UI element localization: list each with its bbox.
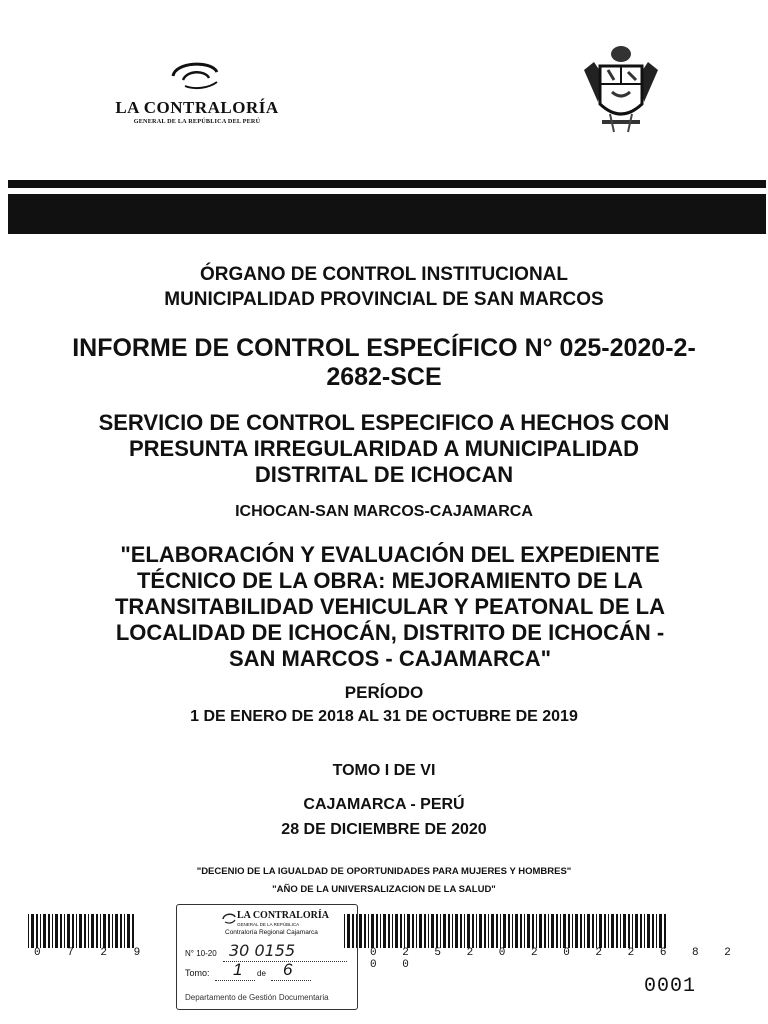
barcode-stripe xyxy=(496,914,498,948)
report-title xyxy=(40,334,728,392)
service-line-2: PRESUNTA IRREGULARIDAD A MUNICIPALIDAD xyxy=(128,436,640,461)
barcode-stripe xyxy=(364,914,366,948)
barcode-stripe xyxy=(635,914,638,948)
work-title xyxy=(90,542,690,672)
organization-line-1: ÓRGANO DE CONTROL INSTITUCIONAL xyxy=(199,264,569,285)
barcode-stripe xyxy=(359,914,362,948)
work-line-3: TRANSITABILIDAD VEHICULAR Y PEATONAL DE LA xyxy=(114,594,666,619)
barcode-stripe xyxy=(91,914,94,948)
barcode-stripe xyxy=(376,914,378,948)
report-title-line-1: INFORME DE CONTROL ESPECÍFICO N° 025-2020-2- xyxy=(72,334,696,362)
work-line-1: "ELABORACIÓN Y EVALUACIÓN DEL EXPEDIENTE xyxy=(120,542,660,567)
barcode-stripe xyxy=(392,914,393,948)
stamp-department: Departamento de Gestión Documentaria xyxy=(185,993,329,1002)
barcode-stripe xyxy=(120,914,122,948)
barcode-stripe xyxy=(112,914,113,948)
barcode-stripe xyxy=(115,914,118,948)
barcode-stripe xyxy=(64,914,65,948)
barcode-stripe xyxy=(371,914,374,948)
barcode-stripe xyxy=(472,914,474,948)
barcode-stripe xyxy=(500,914,501,948)
barcode-stripe xyxy=(55,914,58,948)
barcode-stripe xyxy=(647,914,650,948)
barcode-stripe xyxy=(524,914,525,948)
stamp-of-line xyxy=(271,980,311,981)
location-line: ICHOCAN-SAN MARCOS-CAJAMARCA xyxy=(235,503,533,520)
barcode-stripe xyxy=(536,914,537,948)
barcode-stripe xyxy=(587,914,590,948)
stamp-volume-line xyxy=(215,980,255,981)
barcode-stripe xyxy=(368,914,369,948)
barcode-stripe xyxy=(419,914,422,948)
barcode-stripe xyxy=(623,914,626,948)
barcode-stripe xyxy=(84,914,86,948)
stamp-number-value: 30 0155 xyxy=(229,941,296,960)
barcode-stripe xyxy=(404,914,405,948)
barcode-stripe xyxy=(620,914,621,948)
work-line-5: SAN MARCOS - CAJAMARCA" xyxy=(228,646,552,671)
barcode-right xyxy=(344,914,666,948)
barcode-stripe xyxy=(488,914,489,948)
barcode-right-digits: 0 2 5 2 0 2 0 2 2 6 8 2 0 0 xyxy=(370,947,741,971)
folio-number: 0001 xyxy=(644,975,697,998)
slogan-decade: "DECENIO DE LA IGUALDAD DE OPORTUNIDADES PARA MUJERES Y HOMBRES" xyxy=(196,866,572,877)
barcode-stripe xyxy=(36,914,38,948)
barcode-stripe xyxy=(491,914,494,948)
stamp-volume-label: Tomo: xyxy=(185,968,210,978)
coat-of-arms-icon xyxy=(580,42,662,138)
stamp-org: LA CONTRALORÍA xyxy=(237,910,329,921)
barcode-stripe xyxy=(515,914,518,948)
barcode-stripe xyxy=(527,914,530,948)
header-rule-thin xyxy=(8,180,766,188)
barcode-stripe xyxy=(664,914,666,948)
barcode-stripe xyxy=(532,914,534,948)
reception-stamp xyxy=(176,904,358,1010)
barcode-stripe xyxy=(467,914,470,948)
barcode-stripe xyxy=(60,914,62,948)
barcode-stripe xyxy=(96,914,98,948)
barcode-stripe xyxy=(599,914,602,948)
barcode-stripe xyxy=(628,914,630,948)
header-rule-thick xyxy=(8,194,766,234)
barcode-stripe xyxy=(127,914,130,948)
barcode-stripe xyxy=(108,914,110,948)
barcode-stripe xyxy=(400,914,402,948)
barcode-stripe xyxy=(644,914,645,948)
organization-line-2: MUNICIPALIDAD PROVINCIAL DE SAN MARCOS xyxy=(164,289,604,310)
barcode-stripe xyxy=(52,914,53,948)
barcode-stripe xyxy=(608,914,609,948)
work-line-4: LOCALIDAD DE ICHOCÁN, DISTRITO DE ICHOCÁN - xyxy=(115,620,665,645)
barcode-stripe xyxy=(520,914,522,948)
barcode-stripe xyxy=(560,914,561,948)
barcode-stripe xyxy=(452,914,453,948)
volume-label: TOMO I DE VI xyxy=(332,762,436,779)
contraloria-logo-mark-icon xyxy=(165,58,225,92)
period-range: 1 DE ENERO DE 2018 AL 31 DE OCTUBRE DE 2019 xyxy=(190,708,578,725)
stamp-region: Contraloría Regional Cajamarca xyxy=(225,929,318,936)
barcode-stripe xyxy=(568,914,570,948)
report-title-line-2: 2682-SCE xyxy=(326,363,442,391)
barcode-stripe xyxy=(424,914,426,948)
barcode-stripe xyxy=(48,914,50,948)
barcode-stripe xyxy=(43,914,46,948)
work-line-2: TÉCNICO DE LA OBRA: MEJORAMIENTO DE LA xyxy=(136,568,643,593)
barcode-stripe xyxy=(412,914,414,948)
barcode-stripe xyxy=(88,914,89,948)
barcode-stripe xyxy=(436,914,438,948)
stamp-of-value: 6 xyxy=(283,960,293,979)
barcode-stripe xyxy=(407,914,410,948)
barcode-stripe xyxy=(383,914,386,948)
barcode-stripe xyxy=(443,914,446,948)
barcode-stripe xyxy=(455,914,458,948)
barcode-stripe xyxy=(428,914,429,948)
barcode-stripe xyxy=(575,914,578,948)
barcode-stripe xyxy=(656,914,657,948)
barcode-stripe xyxy=(31,914,34,948)
logo-name: LA CONTRALORÍA xyxy=(115,98,279,117)
barcode-stripe xyxy=(380,914,381,948)
barcode-stripe xyxy=(40,914,41,948)
barcode-stripe xyxy=(460,914,462,948)
barcode-stripe xyxy=(416,914,417,948)
service-line-1: SERVICIO DE CONTROL ESPECIFICO A HECHOS CON xyxy=(98,410,670,435)
stamp-number-label: N° 10-20 xyxy=(185,949,217,958)
stamp-logo-icon xyxy=(221,911,237,929)
barcode-stripe xyxy=(604,914,606,948)
service-line-3: DISTRITAL DE ICHOCAN xyxy=(254,462,514,487)
barcode-stripe xyxy=(632,914,633,948)
barcode-stripe xyxy=(592,914,594,948)
barcode-stripe xyxy=(508,914,510,948)
barcode-stripe xyxy=(596,914,597,948)
period-label: PERÍODO xyxy=(344,683,424,702)
barcode-stripe xyxy=(503,914,506,948)
barcode-stripe xyxy=(584,914,585,948)
barcode-stripe xyxy=(548,914,549,948)
stamp-of-label: de xyxy=(257,969,266,978)
city-line: CAJAMARCA - PERÚ xyxy=(303,796,465,813)
barcode-stripe xyxy=(539,914,542,948)
barcode-stripe xyxy=(72,914,74,948)
barcode-stripe xyxy=(659,914,662,948)
barcode-stripe xyxy=(572,914,573,948)
barcode-stripe xyxy=(124,914,125,948)
barcode-stripe xyxy=(388,914,390,948)
barcode-stripe xyxy=(132,914,134,948)
barcode-stripe xyxy=(395,914,398,948)
barcode-stripe xyxy=(544,914,546,948)
barcode-stripe xyxy=(28,914,29,948)
report-date: 28 DE DICIEMBRE DE 2020 xyxy=(281,821,487,838)
barcode-stripe xyxy=(479,914,482,948)
stamp-volume-value: 1 xyxy=(233,960,243,979)
barcode-stripe xyxy=(580,914,582,948)
barcode-stripe xyxy=(431,914,434,948)
barcode-stripe xyxy=(103,914,106,948)
barcode-stripe xyxy=(563,914,566,948)
organization-heading xyxy=(0,262,768,312)
service-heading xyxy=(70,410,698,488)
logo-subtitle: GENERAL DE LA REPÚBLICA DEL PERÚ xyxy=(133,118,261,125)
barcode-stripe xyxy=(79,914,82,948)
slogan-year: "AÑO DE LA UNIVERSALIZACION DE LA SALUD" xyxy=(272,884,496,895)
barcode-stripe xyxy=(652,914,654,948)
barcode-stripe xyxy=(448,914,450,948)
stamp-org-sub: GENERAL DE LA REPÚBLICA xyxy=(237,922,300,927)
barcode-stripe xyxy=(76,914,77,948)
barcode-stripe xyxy=(611,914,614,948)
barcode-stripe xyxy=(476,914,477,948)
barcode-left xyxy=(28,914,136,948)
barcode-stripe xyxy=(640,914,642,948)
barcode-stripe xyxy=(464,914,465,948)
barcode-stripe xyxy=(616,914,618,948)
barcode-stripe xyxy=(67,914,70,948)
barcode-left-digits: 0 7 2 9 xyxy=(34,947,151,959)
barcode-stripe xyxy=(100,914,101,948)
barcode-stripe xyxy=(484,914,486,948)
barcode-stripe xyxy=(512,914,513,948)
barcode-stripe xyxy=(551,914,554,948)
barcode-stripe xyxy=(440,914,441,948)
barcode-stripe xyxy=(556,914,558,948)
